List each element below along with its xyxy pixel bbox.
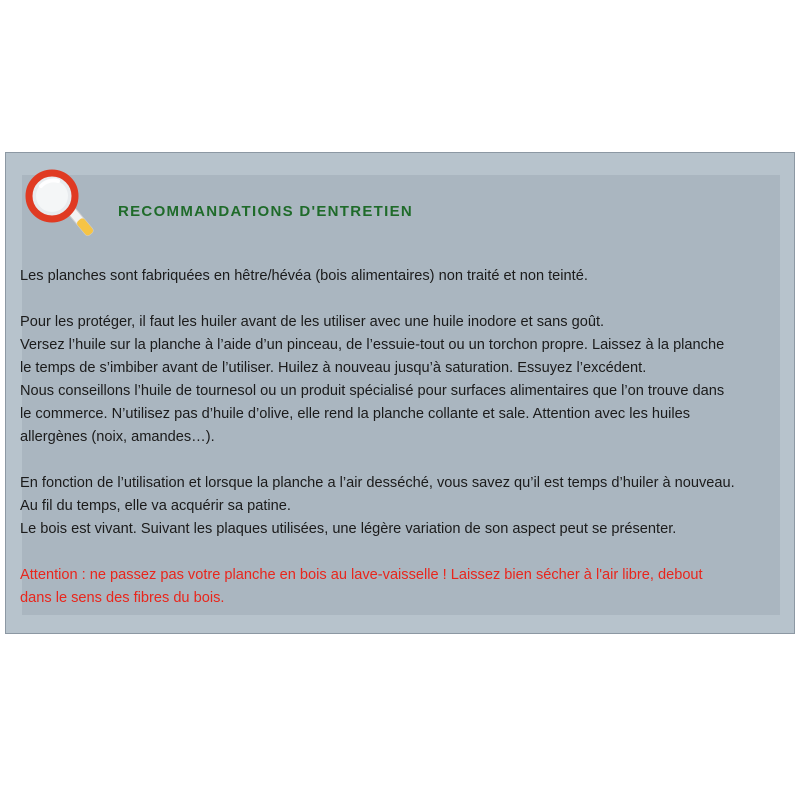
text-line: Attention : ne passez pas votre planche en bois au lave-vaisselle ! Laissez bien sécher à l'air libre, debout <box>20 567 703 583</box>
recommendations-body <box>20 265 800 610</box>
text-line: En fonction de l’utilisation et lorsque la planche a l’air desséché, vous savez qu’il est temps d’huiler à nouveau. <box>20 475 735 491</box>
text-line: allergènes (noix, amandes…). <box>20 429 215 445</box>
text-line: dans le sens des fibres du bois. <box>20 590 225 606</box>
text-line: Versez l’huile sur la planche à l’aide d’un pinceau, de l’essuie-tout ou un torchon propre. Laissez à la planche <box>20 337 725 353</box>
recommendations-panel <box>5 152 795 634</box>
text-line: Nous conseillons l’huile de tournesol ou un produit spécialisé pour surfaces alimentaires que l’on trouve dans <box>20 383 725 399</box>
page-title: RECOMMANDATIONS D'ENTRETIEN <box>118 203 414 220</box>
paragraph-oiling <box>20 311 800 449</box>
text-line: Pour les protéger, il faut les huiler avant de les utiliser avec une huile inodore et sans goût. <box>20 314 605 330</box>
magnifier-icon <box>22 169 108 249</box>
panel-header <box>22 169 413 249</box>
text-line: Les planches sont fabriquées en hêtre/hévéa (bois alimentaires) non traité et non teinté. <box>20 268 588 284</box>
paragraph-usage <box>20 472 800 541</box>
paragraph-warning <box>20 564 800 610</box>
text-line: Le bois est vivant. Suivant les plaques utilisées, une légère variation de son aspect peut se présenter. <box>20 521 677 537</box>
text-line: le temps de s’imbiber avant de l’utiliser. Huilez à nouveau jusqu’à saturation. Essuyez l’excédent. <box>20 360 647 376</box>
text-line: Au fil du temps, elle va acquérir sa patine. <box>20 498 291 514</box>
paragraph-intro <box>20 265 800 288</box>
text-line: le commerce. N’utilisez pas d’huile d’olive, elle rend la planche collante et sale. Attention avec les huiles <box>20 406 691 422</box>
